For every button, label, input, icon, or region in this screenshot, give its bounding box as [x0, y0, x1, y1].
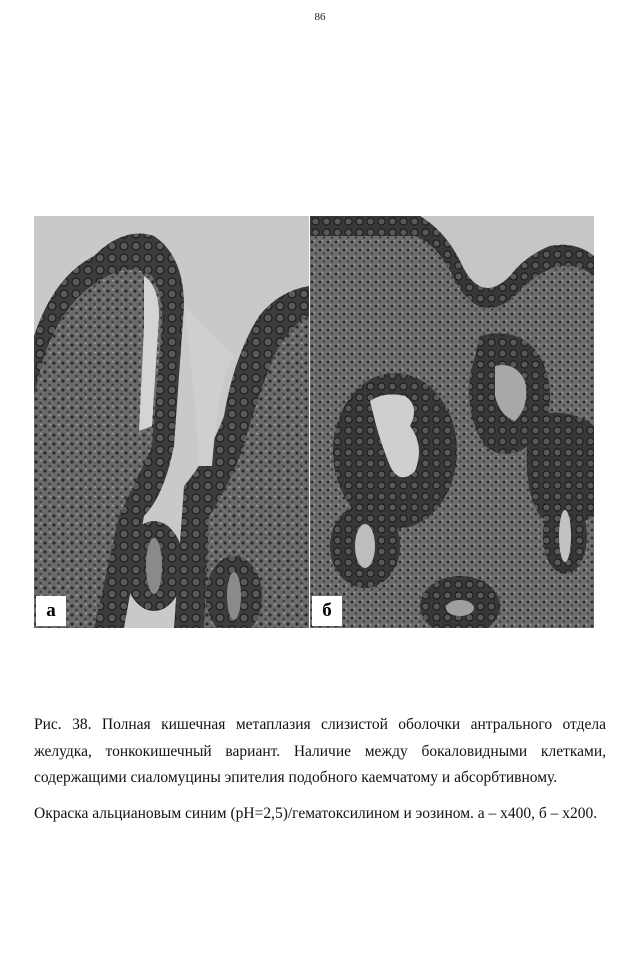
caption-paragraph-2: Окраска альциановым синим (pH=2,5)/гематоксилином и эозином. а – х400, б – х200.: [34, 804, 598, 822]
figure: [34, 216, 594, 628]
micrograph-panel-b: [310, 216, 594, 628]
panel-label-a: а: [36, 596, 66, 626]
micrograph-b-image: [310, 216, 594, 628]
panel-label-b: б: [312, 596, 342, 626]
micrograph-panel-a: [34, 216, 309, 628]
caption-paragraph-1: Рис. 38. Полная кишечная метаплазия слизистой оболочки антрального отдела желудка, тонкокишечный вариант. Наличие между бокаловидными клетками, содержащими сиаломуцины эпителия подобного каемчатому и абсорбтивному.: [34, 716, 606, 786]
page-number: 86: [314, 11, 326, 23]
figure-caption: [34, 712, 606, 827]
micrograph-a-image: [34, 216, 309, 628]
